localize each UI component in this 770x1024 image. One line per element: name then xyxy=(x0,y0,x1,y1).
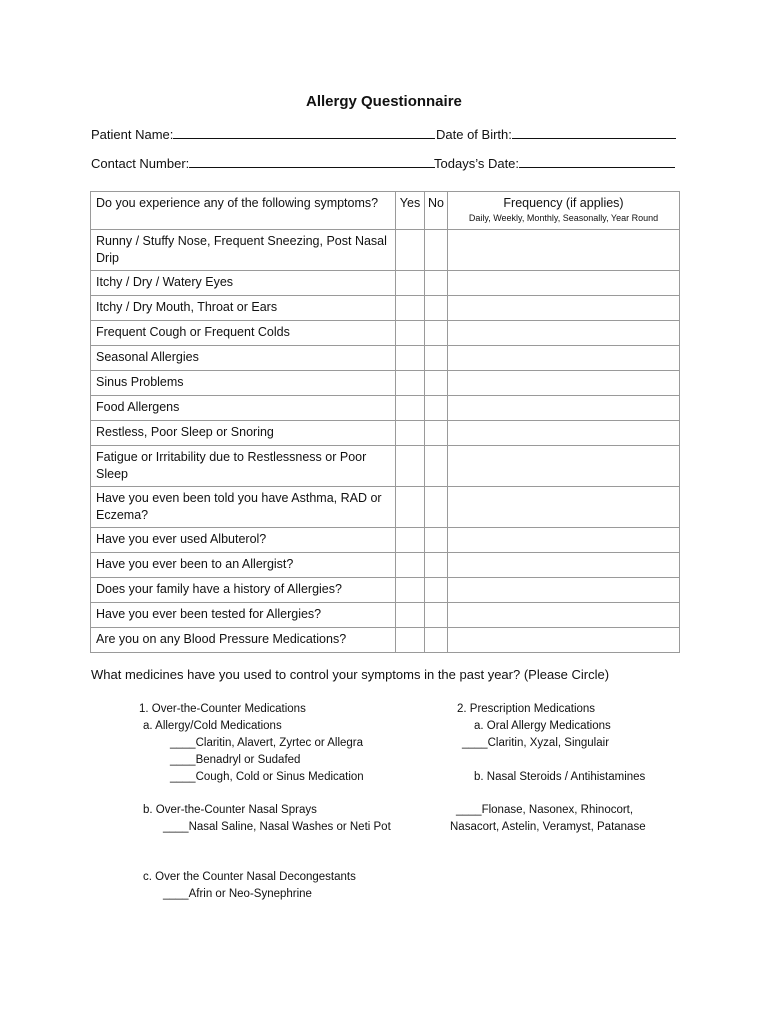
rx-b-heading: b. Nasal Steroids / Antihistamines xyxy=(474,771,646,783)
table-row xyxy=(91,346,680,371)
otc-b-heading: b. Over-the-Counter Nasal Sprays xyxy=(143,804,317,816)
symptom-table xyxy=(90,191,680,653)
frequency-cell[interactable] xyxy=(448,271,680,296)
rx-a-heading: a. Oral Allergy Medications xyxy=(474,720,611,732)
yes-cell[interactable] xyxy=(396,553,425,578)
table-row xyxy=(91,396,680,421)
table-row xyxy=(91,421,680,446)
no-cell[interactable] xyxy=(425,396,448,421)
no-cell[interactable] xyxy=(425,421,448,446)
table-row xyxy=(91,371,680,396)
row-question: Restless, Poor Sleep or Snoring xyxy=(91,421,396,446)
no-cell[interactable] xyxy=(425,553,448,578)
no-cell[interactable] xyxy=(425,371,448,396)
table-row xyxy=(91,553,680,578)
yes-cell[interactable] xyxy=(396,271,425,296)
yes-cell[interactable] xyxy=(396,346,425,371)
row-question: Does your family have a history of Allergies? xyxy=(91,578,396,603)
table-row xyxy=(91,271,680,296)
frequency-cell[interactable] xyxy=(448,553,680,578)
date-of-birth-label: Date of Birth: xyxy=(436,127,512,142)
no-cell[interactable] xyxy=(425,296,448,321)
row-question: Have you ever been tested for Allergies? xyxy=(91,603,396,628)
row-question: Have you ever been to an Allergist? xyxy=(91,553,396,578)
medicines-question: What medicines have you used to control your symptoms in the past year? (Please Circle) xyxy=(91,667,610,682)
otc-heading: 1. Over-the-Counter Medications xyxy=(139,703,306,715)
row-question: Runny / Stuffy Nose, Frequent Sneezing, Post Nasal Drip xyxy=(91,230,396,271)
frequency-header-options: Daily, Weekly, Monthly, Seasonally, Year Round xyxy=(468,213,659,223)
frequency-cell[interactable] xyxy=(448,371,680,396)
no-cell[interactable] xyxy=(425,321,448,346)
table-row xyxy=(91,487,680,528)
table-row xyxy=(91,528,680,553)
date-of-birth-field xyxy=(436,126,676,142)
table-row xyxy=(91,578,680,603)
no-cell[interactable] xyxy=(425,487,448,528)
contact-number-label: Contact Number: xyxy=(91,156,190,171)
yes-cell[interactable] xyxy=(396,578,425,603)
yes-cell[interactable] xyxy=(396,446,425,487)
row-question: Frequent Cough or Frequent Colds xyxy=(91,321,396,346)
yes-cell[interactable] xyxy=(396,296,425,321)
yes-cell[interactable] xyxy=(396,528,425,553)
table-row xyxy=(91,321,680,346)
otc-b-option-1[interactable]: ____Nasal Saline, Nasal Washes or Neti Pot xyxy=(163,821,391,833)
frequency-cell[interactable] xyxy=(448,578,680,603)
frequency-header-label: Frequency (if applies) xyxy=(503,196,624,210)
rx-b-option-1-cont[interactable]: Nasacort, Astelin, Veramyst, Patanase xyxy=(450,821,646,833)
no-cell[interactable] xyxy=(425,578,448,603)
row-question: Food Allergens xyxy=(91,396,396,421)
row-question: Sinus Problems xyxy=(91,371,396,396)
otc-c-option-1[interactable]: ____Afrin or Neo-Synephrine xyxy=(163,888,312,900)
table-row xyxy=(91,628,680,653)
row-question: Fatigue or Irritability due to Restlessness or Poor Sleep xyxy=(91,446,396,487)
frequency-cell[interactable] xyxy=(448,230,680,271)
row-question: Itchy / Dry / Watery Eyes xyxy=(91,271,396,296)
yes-cell[interactable] xyxy=(396,603,425,628)
yes-cell[interactable] xyxy=(396,628,425,653)
contact-number-line[interactable] xyxy=(189,155,435,168)
no-cell[interactable] xyxy=(425,230,448,271)
frequency-cell[interactable] xyxy=(448,321,680,346)
otc-a-option-3[interactable]: ____Cough, Cold or Sinus Medication xyxy=(170,771,364,783)
patient-name-label: Patient Name: xyxy=(91,127,174,142)
no-cell[interactable] xyxy=(425,603,448,628)
frequency-cell[interactable] xyxy=(448,446,680,487)
frequency-cell[interactable] xyxy=(448,628,680,653)
row-question: Are you on any Blood Pressure Medications? xyxy=(91,628,396,653)
table-row xyxy=(91,446,680,487)
yes-cell[interactable] xyxy=(396,230,425,271)
frequency-cell[interactable] xyxy=(448,346,680,371)
no-cell[interactable] xyxy=(425,528,448,553)
frequency-cell[interactable] xyxy=(448,603,680,628)
no-cell[interactable] xyxy=(425,628,448,653)
no-cell[interactable] xyxy=(425,271,448,296)
otc-a-heading: a. Allergy/Cold Medications xyxy=(143,720,282,732)
date-of-birth-line[interactable] xyxy=(512,126,676,139)
row-question: Seasonal Allergies xyxy=(91,346,396,371)
otc-c-heading: c. Over the Counter Nasal Decongestants xyxy=(143,871,356,883)
otc-a-option-2[interactable]: ____Benadryl or Sudafed xyxy=(170,754,301,766)
row-question: Have you ever used Albuterol? xyxy=(91,528,396,553)
table-row xyxy=(91,230,680,271)
patient-name-line[interactable] xyxy=(173,126,435,139)
row-question: Have you even been told you have Asthma, RAD or Eczema? xyxy=(91,487,396,528)
contact-number-field xyxy=(91,155,435,171)
rx-a-option-1[interactable]: ____Claritin, Xyzal, Singulair xyxy=(462,737,610,749)
page-title: Allergy Questionnaire xyxy=(306,93,462,110)
rx-heading: 2. Prescription Medications xyxy=(457,703,596,715)
yes-cell[interactable] xyxy=(396,396,425,421)
frequency-cell[interactable] xyxy=(448,396,680,421)
table-row xyxy=(91,296,680,321)
frequency-cell[interactable] xyxy=(448,487,680,528)
question-header: Do you experience any of the following symptoms? xyxy=(91,192,396,230)
patient-name-field xyxy=(91,126,435,142)
table-header-row xyxy=(91,192,680,230)
yes-header: Yes xyxy=(396,192,425,230)
no-header: No xyxy=(425,192,448,230)
frequency-cell[interactable] xyxy=(448,421,680,446)
table-row xyxy=(91,603,680,628)
rx-b-option-1[interactable]: ____Flonase, Nasonex, Rhinocort, xyxy=(456,804,634,816)
row-question: Itchy / Dry Mouth, Throat or Ears xyxy=(91,296,396,321)
no-cell[interactable] xyxy=(425,346,448,371)
todays-date-label: Todays’s Date: xyxy=(434,156,520,171)
todays-date-line[interactable] xyxy=(519,155,675,168)
frequency-cell[interactable] xyxy=(448,296,680,321)
yes-cell[interactable] xyxy=(396,321,425,346)
otc-a-option-1[interactable]: ____Claritin, Alavert, Zyrtec or Allegra xyxy=(170,737,364,749)
yes-cell[interactable] xyxy=(396,421,425,446)
yes-cell[interactable] xyxy=(396,371,425,396)
todays-date-field xyxy=(434,155,675,171)
frequency-cell[interactable] xyxy=(448,528,680,553)
yes-cell[interactable] xyxy=(396,487,425,528)
frequency-header xyxy=(448,192,680,230)
no-cell[interactable] xyxy=(425,446,448,487)
